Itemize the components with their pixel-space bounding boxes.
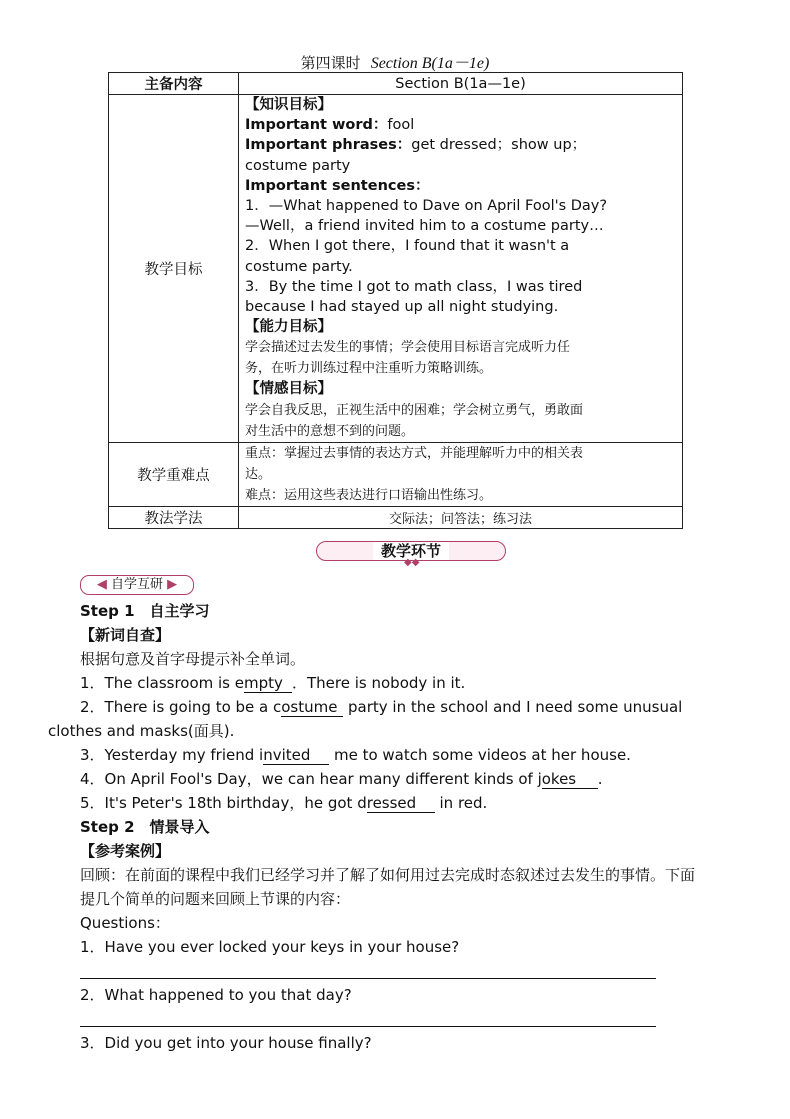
emotion-heading: 【情感目标】 <box>245 381 332 398</box>
text: 2．There is going to be a c <box>80 698 282 716</box>
answer-space <box>48 959 748 983</box>
sentence: 2．When I got there，I found that it wasn't a <box>245 238 570 255</box>
step1-title: Step 1 自主学习 <box>80 602 210 620</box>
step1-instruction: 根据句意及首字母提示补全单词。 <box>80 650 306 668</box>
ability-text: 学会描述过去发生的事情；学会使用目标语言完成听力任 <box>245 340 571 356</box>
tag-label: 自学互研 <box>110 577 163 592</box>
section-banner <box>316 537 506 569</box>
text: . <box>597 770 603 788</box>
row-value: Section B(1a—1e) <box>239 73 683 95</box>
answer-blank: nvited <box>263 746 329 765</box>
answer-blank: ostume <box>281 698 343 717</box>
title-cn: 第四课时 <box>300 54 361 72</box>
ability-heading: 【能力目标】 <box>245 319 332 336</box>
text: 4．On April Fool's Day，we can hear many different kinds of j <box>80 770 542 788</box>
question-item: 1．Have you ever locked your keys in your house? <box>80 938 460 956</box>
sentence: 1．—What happened to Dave on April Fool's Day? <box>245 198 608 215</box>
review-text: 提几个简单的问题来回顾上节课的内容： <box>80 890 351 908</box>
table-row <box>109 506 683 528</box>
sentence: costume party. <box>245 258 353 275</box>
row-key: 教学目标 <box>109 95 239 443</box>
answer-space <box>48 1007 748 1031</box>
step2-sub: 【参考案例】 <box>80 842 171 860</box>
answer-blank: ressed <box>367 794 435 813</box>
important-word <box>245 115 676 135</box>
text: 达。 <box>245 466 272 482</box>
step2-title: Step 2 情景导入 <box>80 818 210 836</box>
answer-line <box>80 978 656 979</box>
exercise-item <box>48 671 748 695</box>
exercise-item <box>48 695 748 719</box>
text: 1．The classroom is e <box>80 674 244 692</box>
label: Important word： <box>245 117 388 134</box>
question-item: 2．What happened to you that day? <box>80 986 352 1004</box>
emotion-text: 对生活中的意想不到的问题。 <box>245 423 415 439</box>
answer-line <box>80 1026 656 1027</box>
exercise-item <box>48 767 748 791</box>
text: ．There is nobody in it. <box>292 674 466 692</box>
ability-text: 务，在听力训练过程中注重听力策略训练。 <box>245 361 493 377</box>
answer-blank: okes <box>542 770 598 789</box>
step1-sub: 【新词自查】 <box>80 626 171 644</box>
title-en: Section B(1a－1e) <box>370 55 490 72</box>
lesson-body <box>48 599 748 1055</box>
self-study-tag <box>80 575 194 595</box>
diamond-icon: ◆◆ <box>404 557 420 568</box>
right-arrow-icon: ▶ <box>167 577 178 592</box>
text: 难点：运用这些表达进行口语输出性练习。 <box>245 487 493 503</box>
value: costume party <box>245 157 351 174</box>
exercise-item <box>48 743 748 767</box>
sentence: because I had stayed up all night studying. <box>245 299 559 316</box>
text: 重点：掌握过去事情的表达方式，并能理解听力中的相关表 <box>245 445 584 461</box>
table-row <box>109 442 683 506</box>
question-item: 3．Did you get into your house finally? <box>80 1034 372 1052</box>
exercise-item <box>48 791 748 815</box>
value: fool <box>387 117 415 134</box>
text: party in the school and I need some unusual <box>343 698 683 716</box>
answer-blank: mpty <box>244 674 292 693</box>
label: Important phrases： <box>245 137 412 154</box>
text: 3．Yesterday my friend i <box>80 746 264 764</box>
knowledge-heading: 【知识目标】 <box>245 97 332 113</box>
review-text: 回顾：在前面的课程中我们已经学习并了解了如何用过去完成时态叙述过去发生的事情。下面 <box>80 866 696 884</box>
sentences-label: Important sentences： <box>245 177 430 194</box>
important-phrases <box>245 135 676 155</box>
row-key: 教法学法 <box>109 506 239 528</box>
questions-heading: Questions： <box>80 914 170 932</box>
exercise-continuation: clothes and masks(面具). <box>48 722 235 740</box>
sentence: 3．By the time I got to math class，I was tired <box>245 278 583 295</box>
table-row <box>109 95 683 443</box>
text: in red. <box>434 794 488 812</box>
text: me to watch some videos at her house. <box>329 746 631 764</box>
emotion-text: 学会自我反思，正视生活中的困难；学会树立勇气，勇敢面 <box>245 402 584 418</box>
text: 5．It's Peter's 18th birthday，he got d <box>80 794 367 812</box>
row-key: 教学重难点 <box>109 442 239 506</box>
goals-cell <box>239 95 683 443</box>
lesson-plan-table <box>108 72 683 529</box>
table-row <box>109 73 683 95</box>
left-arrow-icon: ◀ <box>96 577 107 592</box>
sentence: —Well，a friend invited him to a costume party… <box>245 218 604 235</box>
page-title <box>0 50 790 73</box>
difficulty-cell <box>239 442 683 506</box>
value: get dressed；show up； <box>411 137 587 154</box>
row-key: 主备内容 <box>109 73 239 95</box>
banner-label: 教学环节 <box>373 542 449 560</box>
row-value: 交际法；问答法；练习法 <box>239 506 683 528</box>
